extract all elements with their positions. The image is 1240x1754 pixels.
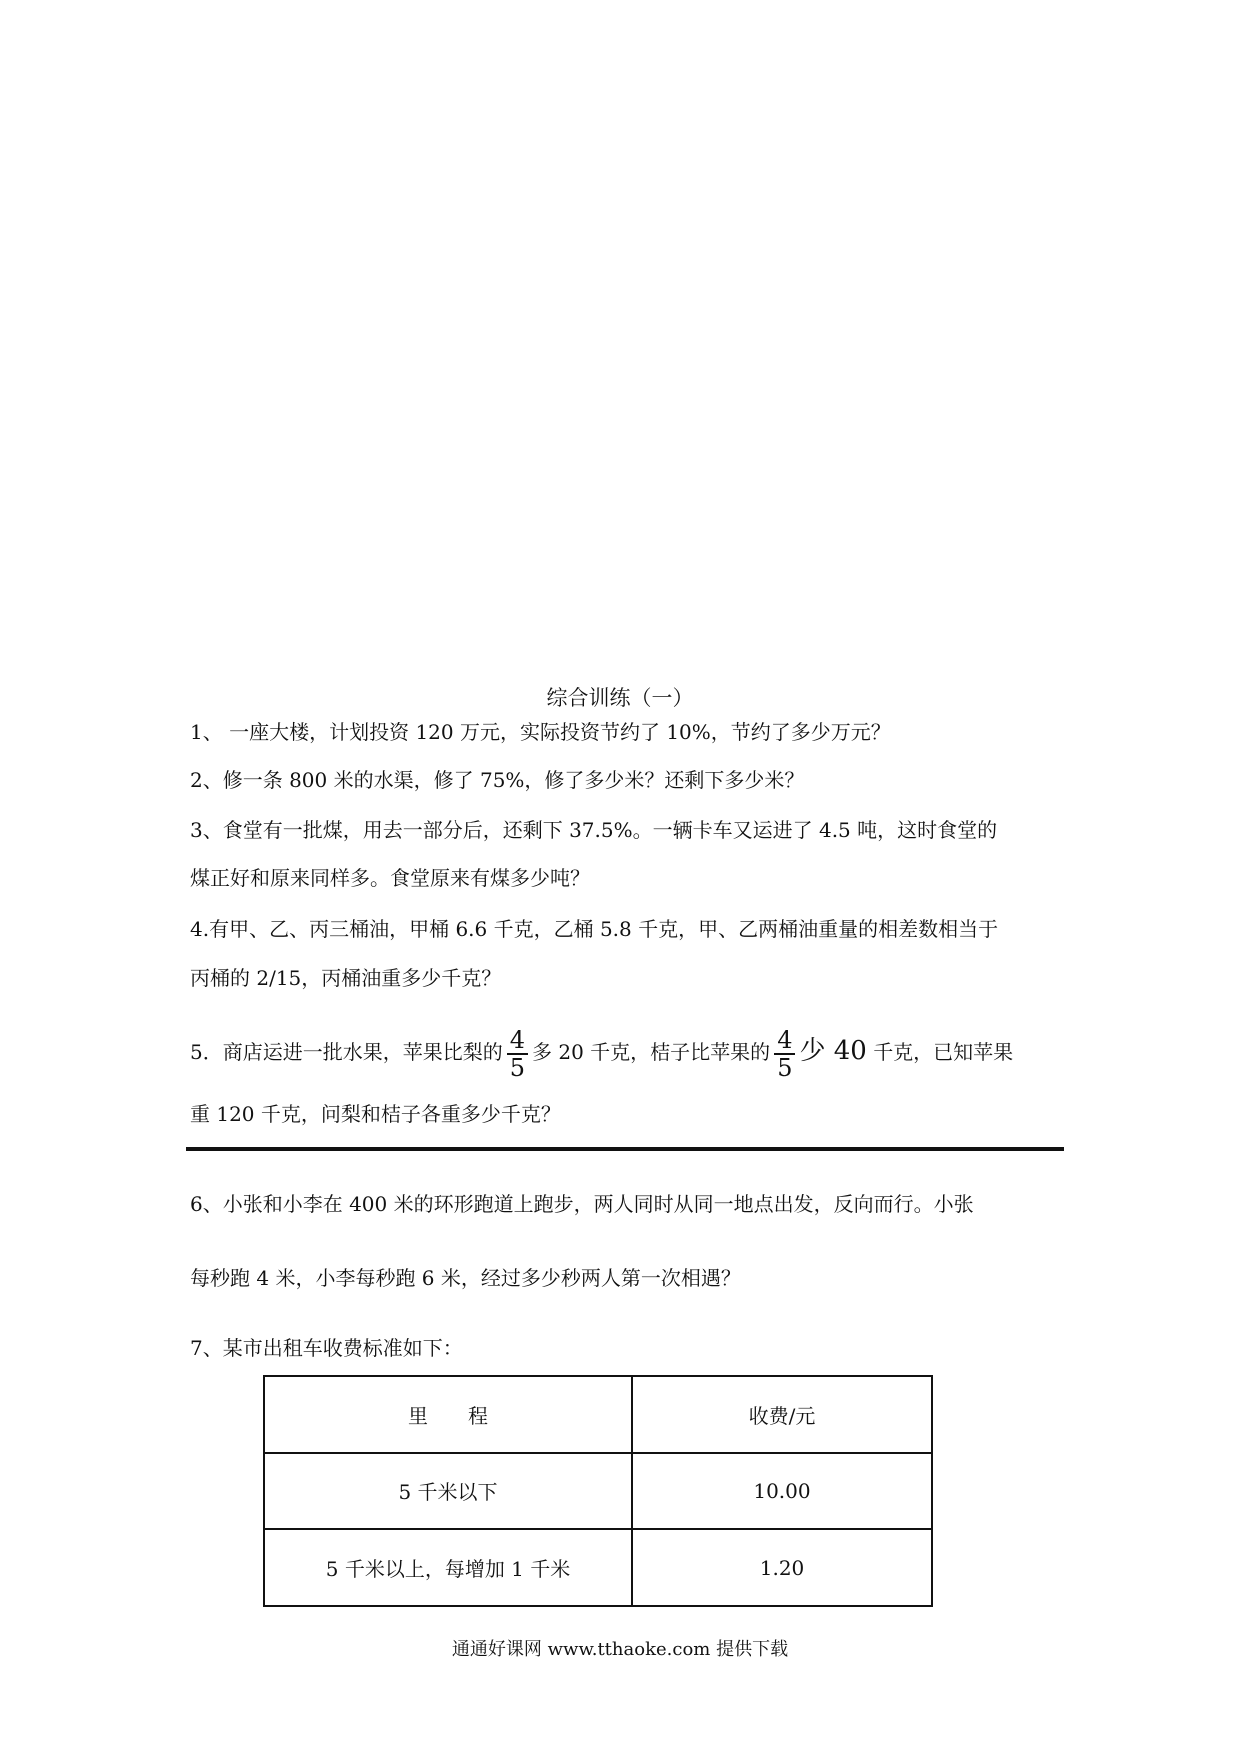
fraction-denominator: 5 (777, 1053, 793, 1082)
taxi-fee-table (263, 1375, 933, 1607)
horizontal-rule (186, 1147, 1064, 1151)
question-3-line-2: 煤正好和原来同样多。食堂原来有煤多少吨？ (190, 866, 590, 890)
table-cell: 5 千米以下 (264, 1453, 632, 1530)
fraction-denominator: 5 (509, 1053, 526, 1082)
question-5-text-d: 千克，已知苹果 (873, 1040, 1014, 1064)
table-cell: 5 千米以上，每增加 1 千米 (264, 1529, 632, 1606)
footer-text: 通通好课网 www.tthaoke.com 提供下载 (451, 1639, 789, 1660)
question-6-line-1: 6、小张和小李在 400 米的环形跑道上跑步，两人同时从同一地点出发，反向而行。小张 (190, 1192, 974, 1216)
question-4-line-2: 丙桶的 2/15，丙桶油重多少千克？ (190, 966, 502, 990)
page-title: 综合训练（一） (546, 686, 694, 710)
table-header-cell: 收费/元 (632, 1376, 932, 1453)
question-2: 2、修一条 800 米的水渠，修了 75%，修了多少米？还剩下多少米？ (190, 768, 805, 792)
table-header-cell: 里 程 (264, 1376, 632, 1453)
question-1: 1、 一座大楼，计划投资 120 万元，实际投资节约了 10%，节约了多少万元？ (190, 720, 891, 744)
fraction-four-fifths (774, 1027, 795, 1081)
fraction-numerator: 4 (507, 1027, 528, 1055)
question-6-line-2: 每秒跑 4 米，小李每秒跑 6 米，经过多少秒两人第一次相遇？ (190, 1266, 741, 1290)
table-cell: 1.20 (632, 1529, 932, 1606)
question-5-line-1 (190, 1018, 1070, 1085)
question-7: 7、某市出租车收费标准如下： (190, 1336, 463, 1360)
question-5-text-a: 5．商店运进一批水果，苹果比梨的 (190, 1040, 503, 1064)
table-row (264, 1529, 932, 1606)
question-5-text-c: 少 40 (799, 1036, 867, 1066)
fraction-four-fifths (507, 1027, 528, 1081)
table-cell: 10.00 (632, 1453, 932, 1530)
table-header-row (264, 1376, 932, 1453)
question-3-line-1: 3、食堂有一批煤，用去一部分后，还剩下 37.5%。一辆卡车又运进了 4.5 吨，这时食堂的 (190, 818, 998, 842)
question-4-line-1: 4.有甲、乙、丙三桶油，甲桶 6.6 千克，乙桶 5.8 千克，甲、乙两桶油重量的相差数相当于 (190, 917, 999, 941)
table-row (264, 1453, 932, 1530)
question-5-line-2: 重 120 千克，问梨和桔子各重多少千克？ (190, 1102, 561, 1126)
question-5-text-b: 多 20 千克，桔子比苹果的 (532, 1040, 771, 1064)
fraction-numerator: 4 (774, 1027, 795, 1055)
